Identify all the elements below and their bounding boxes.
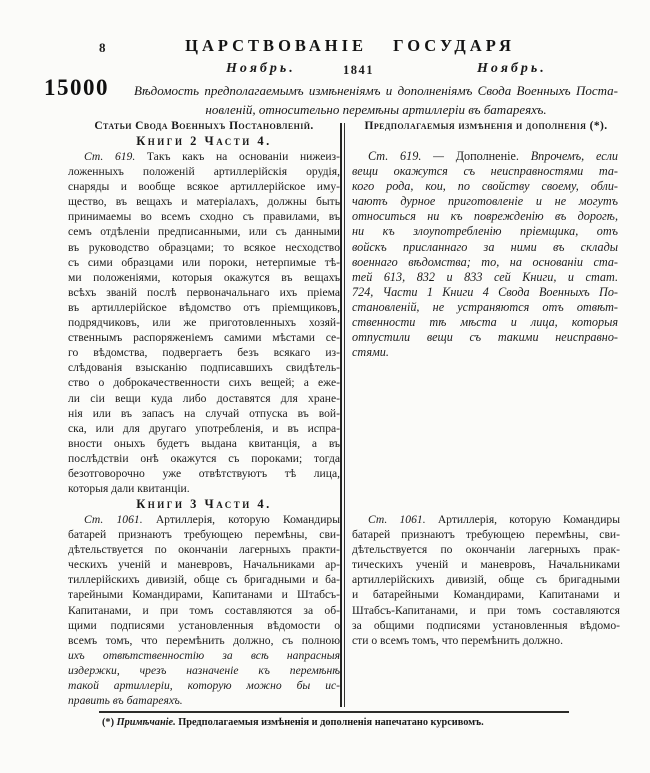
column-divider [340, 123, 345, 707]
page-number: 8 [99, 40, 106, 55]
footnote-rule [99, 711, 569, 713]
year: 1841 [343, 63, 374, 77]
book2-part4-heading: Книги 2 Части 4. [136, 134, 272, 148]
month-right: Ноябрь. [477, 61, 547, 76]
article-1061-amendment-right: Ст. 1061. Артиллерія, которую Командиры батарей признаютъ требующею перемѣны, сви- дѣтельствуется по окончаніи лагерныхъ прак- тическихъ ученій и маневровъ, Начальниками артиллерійскихъ дивизій, обще съ бригадными и батарейными Командирами, Капитанами и Штабсъ-Капитанами, и при томъ составляются за общими подписями установленныя вѣдомо- сти о всемъ томъ, что перемѣнить должно. [352, 513, 620, 647]
act-title: Вѣдомость предполагаемымъ измѣненіямъ и дополненіямъ Свода Военныхъ Поста- новленій, относительно перемѣны артиллеріи въ батареяхъ. [134, 83, 618, 117]
article-619-amendment-right: Ст. 619. — Дополненіе. Впрочемъ, если вещи окажутся съ неисправностями та- кого рода, кои, по свойству своему, обли- чаютъ дурное приготовленіе и не могутъ относиться ни къ поврежденію въ дорогѣ, ни къ злоупотребленію пріемщика, отъ войскъ присланнаго за ними въ склады военнаго вѣдомства; то, на основаніи ста- тей 613, 832 и 833 сей Книги, и стат. 724, Части 1 Книги 4 Свода Военныхъ По- становленій, не устраняются отъ отвѣт- ственности тѣ мѣста и лица, которыя отпустили вещи съ такими неисправно- стями. [352, 149, 618, 360]
article-1061-left: Ст. 1061. Артиллерія, которую Командиры батарей признаютъ требующею перемѣны, сви- дѣтельствуется по окончаніи лагерныхъ практи- ческихъ ученій и маневровъ, Начальниками ар- тиллерійскихъ дивизій, обще съ бригадными и ба- тарейными Командирами, Капитанами и Штабсъ- Капитанами, и при томъ составляются за об- щими подписями установленныя вѣдомости о всемъ томъ, что перемѣнить должно, съ полною ихъ отвѣтственностію за всѣ напрасныя издержки, чрезъ назначеніе къ перемѣнѣ такой артиллеріи, которую можно бы ис- править въ батареяхъ. [68, 513, 340, 708]
act-number: 15000 [44, 75, 109, 100]
columns-area [0, 120, 650, 712]
left-column-header: Статьи Свода Военныхъ Постановленій. [94, 120, 314, 132]
footnote: (*) Примѣчаніе. Предполагаемыя измѣненія и дополненія напечатано курсивомъ. [102, 717, 484, 728]
running-title: ЦАРСТВОВАНІЕ ГОСУДАРЯ [185, 36, 515, 55]
article-619-left: Ст. 619. Такъ какъ на основаніи нижеиз- ложенныхъ положеній артиллерійскія орудія, снаряды и вообще всякое артиллерійское иму- щество, въ вещахъ и матеріалахъ, должны быть принимаемы во всемъ сходно съ правилами, въ семъ отдѣленіи предписанными, или съ данными въ руководство образцами; то всякое несходство съ сими образцами или пороки, нетерпимые тѣ- ми положеніями, которыя окажутся въ вещахъ всѣхъ званій послѣ первоначальнаго ихъ пріема въ артиллерійское вѣдомство отъ пріемщиковъ, подрядчиковъ, или же приготовленныхъ хозяй- ственнымъ распоряженіемъ самими мѣстами се- го вѣдомства, подвергаетъ безъ всякаго из- слѣдованія взысканію подписавшихъ свидѣтель- ство о доброкачественности сихъ вещей; а еже- ли сіи вещи куда либо доставятся для хране- нія или въ запасъ на случай отпуска въ вой- ска, или для другаго употребленія, и въ испра- вности оныхъ будетъ выдана квитанція, а въ послѣдствіи онѣ окажутся съ пороками; тогда безотговорочно уже отвѣтствуютъ тѣ лица, которыя дали квитанціи. [68, 150, 340, 496]
right-column-header: Предполагаемыя измѣненія и дополненія (*). [364, 120, 608, 132]
book3-part4-heading: Книги 3 Части 4. [136, 497, 272, 511]
month-left: Ноябрь. [226, 61, 296, 76]
